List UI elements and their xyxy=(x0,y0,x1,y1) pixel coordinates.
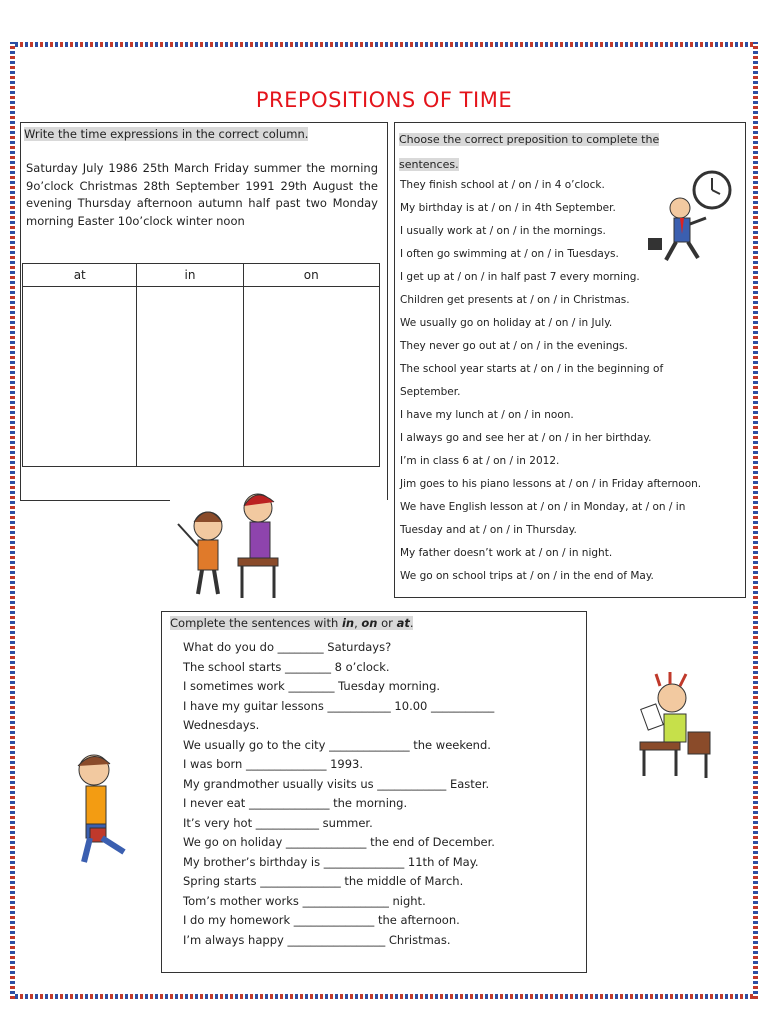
list-item: I’m always happy _________________ Christmas. xyxy=(183,932,451,947)
list-item: I never eat ______________ the morning. xyxy=(183,796,408,810)
list-item: Jim goes to his piano lessons at / on / in Friday afternoon. xyxy=(400,478,702,490)
list-item: September. xyxy=(400,386,461,398)
column-header-on: on xyxy=(243,264,379,287)
list-item: My birthday is at / on / in 4th September. xyxy=(400,202,616,214)
page-border-bottom xyxy=(10,994,758,999)
list-item: It’s very hot ___________ summer. xyxy=(183,815,373,830)
list-item: Wednesdays. xyxy=(183,718,260,732)
page-title: PREPOSITIONS OF TIME xyxy=(255,88,513,112)
list-item: My brother’s birthday is ______________ 11th of May. xyxy=(183,854,479,869)
list-item: What do you do ________ Saturdays? xyxy=(183,640,392,654)
list-item: I often go swimming at / on / in Tuesdays. xyxy=(400,248,619,260)
exercise2-instruction-line1: Choose the correct preposition to complete the xyxy=(399,133,660,146)
list-item: I usually work at / on / in the mornings. xyxy=(400,225,606,237)
list-item: I do my homework ______________ the afternoon. xyxy=(183,913,460,927)
list-item: My father doesn’t work at / on / in night. xyxy=(400,547,613,559)
word-bank: Saturday July 1986 25th March Friday summer the morning 9o’clock Christmas 28th September 1991 29th August the evening Thursday afternoon autumn half past two Monday morning Easter 10o’clock winter noon xyxy=(26,161,378,228)
page-border-right xyxy=(753,42,758,999)
list-item: I always go and see her at / on / in her birthday. xyxy=(400,432,652,444)
divider-line xyxy=(20,500,170,501)
page-border-top xyxy=(10,42,758,47)
option-at: at xyxy=(396,616,410,630)
list-item: I have my guitar lessons ___________ 10.00 ___________ xyxy=(183,698,495,713)
list-item: Tuesday and at / on / in Thursday. xyxy=(400,524,577,536)
list-item: Children get presents at / on / in Christmas. xyxy=(400,294,630,306)
list-item: We go on holiday ______________ the end of December. xyxy=(183,835,495,849)
list-item: My grandmother usually visits us ____________ Easter. xyxy=(183,776,490,791)
separator: . xyxy=(409,616,414,630)
exercise1-instruction: Write the time expressions in the correct column. xyxy=(24,127,309,141)
list-item: We have English lesson at / on / in Monday, at / on / in xyxy=(400,501,686,513)
teacher-student-illustration xyxy=(168,484,298,604)
column-on-cell[interactable] xyxy=(243,287,379,467)
list-item: We go on school trips at / on / in the end of May. xyxy=(400,570,654,582)
list-item: We usually go to the city ______________ the weekend. xyxy=(183,737,491,752)
list-item: The school year starts at / on / in the beginning of xyxy=(400,363,664,375)
option-on: on xyxy=(361,616,378,630)
separator: or xyxy=(377,616,397,630)
list-item: I was born ______________ 1993. xyxy=(183,757,364,771)
separator: , xyxy=(354,616,362,630)
column-header-in: in xyxy=(137,264,243,287)
list-item: I sometimes work ________ Tuesday morning. xyxy=(183,679,441,693)
list-item: We usually go on holiday at / on / in July. xyxy=(400,317,613,329)
column-at-cell[interactable] xyxy=(23,287,137,467)
list-item: I get up at / on / in half past 7 every morning. xyxy=(400,271,640,283)
page-border-left xyxy=(10,42,15,999)
exercise3-sentence-list xyxy=(183,638,495,950)
column-in-cell[interactable] xyxy=(137,287,243,467)
list-item: I’m in class 6 at / on / in 2012. xyxy=(400,455,560,467)
list-item: Tom’s mother works _______________ night. xyxy=(183,893,426,908)
list-item: Spring starts ______________ the middle of March. xyxy=(183,874,464,888)
exercise2-instruction-line2: sentences. xyxy=(399,158,459,171)
list-item: I have my lunch at / on / in noon. xyxy=(400,409,574,421)
column-header-at: at xyxy=(23,264,137,287)
clock-man-illustration xyxy=(640,168,740,268)
stressed-student-illustration xyxy=(630,672,720,782)
exercise3-instruction: Complete the sentences with xyxy=(170,616,342,630)
answer-columns-table xyxy=(22,263,380,467)
option-in: in xyxy=(341,616,355,630)
walking-boy-illustration xyxy=(54,748,144,868)
list-item: They finish school at / on / in 4 o’clock. xyxy=(400,179,605,191)
list-item: They never go out at / on / in the evenings. xyxy=(400,340,628,352)
list-item: The school starts ________ 8 o’clock. xyxy=(183,659,390,674)
